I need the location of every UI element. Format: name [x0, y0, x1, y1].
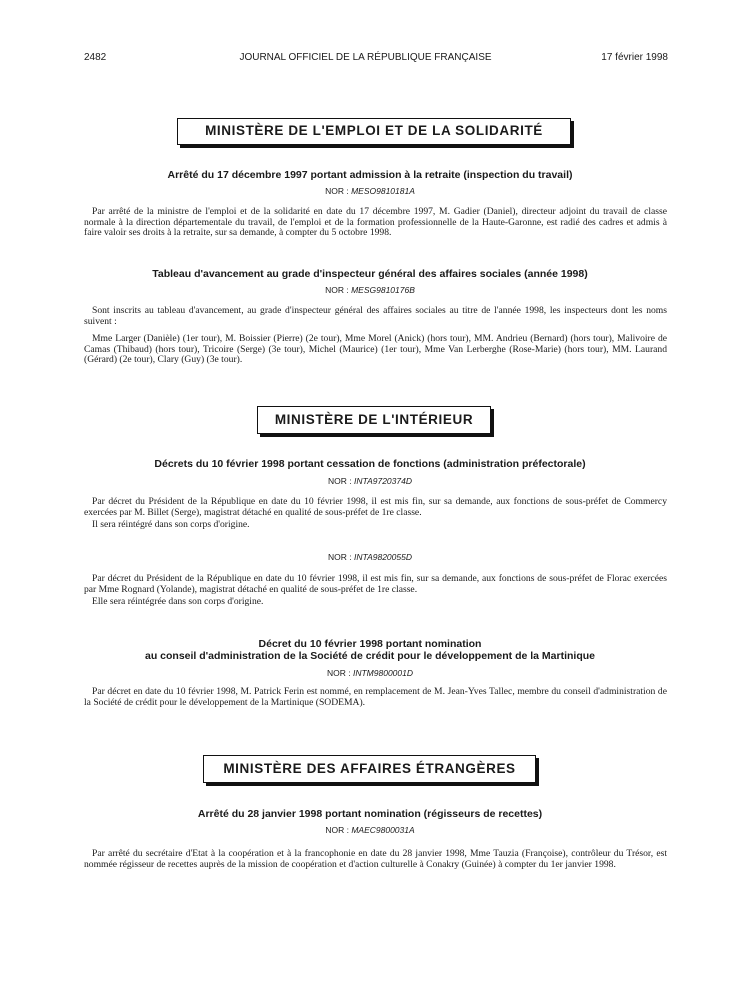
- text-title: Décret du 10 février 1998 portant nomination: [258, 638, 482, 650]
- paragraph: Par décret du Président de la République en date du 10 février 1998, il est mis fin, sur sa demande, aux fonctions de sous-préfet de Florac exercées par Mme Rognard (Yolande), magistrat détaché en qualité de sous-préfet de 1re classe.: [84, 573, 667, 595]
- issue-date: 17 février 1998: [601, 52, 668, 63]
- paragraph: Elle sera réintégrée dans son corps d'origine.: [92, 596, 264, 607]
- journal-title: JOURNAL OFFICIEL DE LA RÉPUBLIQUE FRANÇAISE: [239, 52, 492, 63]
- section-heading-emploi: MINISTÈRE DE L'EMPLOI ET DE LA SOLIDARITÉ: [177, 118, 571, 145]
- paragraph: Par arrêté du secrétaire d'Etat à la coopération et à la francophonie en date du 28 janvier 1998, Mme Tauzia (Françoise), contrôleur du Trésor, est nommée régisseur de recettes auprès de la mission de coopération et d'action culturelle à Conakry (Guinée) à compter du 1er janvier 1998.: [84, 848, 667, 870]
- paragraph: Par décret du Président de la République en date du 10 février 1998, il est mis fin, sur sa demande, aux fonctions de sous-préfet de Commercy exercées par M. Billet (Serge), magistrat détaché en qualité de sous-préfet de 1re classe.: [84, 496, 667, 518]
- text-title: Tableau d'avancement au grade d'inspecteur général des affaires sociales (année 1998): [152, 268, 588, 280]
- paragraph: Mme Larger (Danièle) (1er tour), M. Boissier (Pierre) (2e tour), Mme Morel (Anick) (hors tour), MM. Andrieu (Bernard) (hors tour), Malivoire de Camas (Thibaud) (hors tour), Tricoire (Serge) (3e tour), Michel (Maurice) (1er tour), Mme Van Lerberghe (Rose-Marie) (hors tour), MM. Laurand (Gérard) (2e tour), Clary (Guy) (3e tour).: [84, 333, 667, 366]
- section-heading-interieur: MINISTÈRE DE L'INTÉRIEUR: [257, 406, 491, 434]
- text-title: Arrêté du 17 décembre 1997 portant admission à la retraite (inspection du travail): [167, 169, 573, 181]
- text-title: Arrêté du 28 janvier 1998 portant nomination (régisseurs de recettes): [197, 808, 543, 820]
- text-title: au conseil d'administration de la Société de crédit pour le développement de la Martinique: [144, 650, 595, 662]
- nor-reference: NOR : MESO9810181A: [325, 186, 415, 196]
- nor-reference: NOR : MAEC9800031A: [325, 825, 415, 835]
- section-heading-affaires-etrangeres: MINISTÈRE DES AFFAIRES ÉTRANGÈRES: [203, 755, 536, 783]
- paragraph: Il sera réintégré dans son corps d'origine.: [92, 519, 250, 530]
- nor-reference: NOR : INTM9800001D: [326, 668, 413, 678]
- paragraph: Sont inscrits au tableau d'avancement, au grade d'inspecteur général des affaires sociales au titre de l'année 1998, les inspecteurs dont les noms suivent :: [84, 305, 667, 327]
- page-number: 2482: [84, 52, 107, 63]
- paragraph: Par arrêté de la ministre de l'emploi et de la solidarité en date du 17 décembre 1997, M. Gadier (Daniel), directeur adjoint du travail de classe normale à la direction départementale du travail, de l'emploi et de la formation professionnelle de la Haute-Garonne, est radié des cadres et admis à faire valoir ses droits à la retraite, sur sa demande, à compter du 5 octobre 1998.: [84, 206, 667, 239]
- nor-reference: NOR : MESG9810176B: [325, 285, 415, 295]
- text-title: Décrets du 10 février 1998 portant cessation de fonctions (administration préfectorale): [154, 458, 586, 470]
- nor-reference: NOR : INTA9820055D: [328, 552, 412, 562]
- nor-reference: NOR : INTA9720374D: [328, 476, 412, 486]
- paragraph: Par décret en date du 10 février 1998, M. Patrick Ferin est nommé, en remplacement de M. Jean-Yves Tallec, membre du conseil d'administration de la Société de crédit pour le développement de la Martinique (SODEMA).: [84, 686, 667, 708]
